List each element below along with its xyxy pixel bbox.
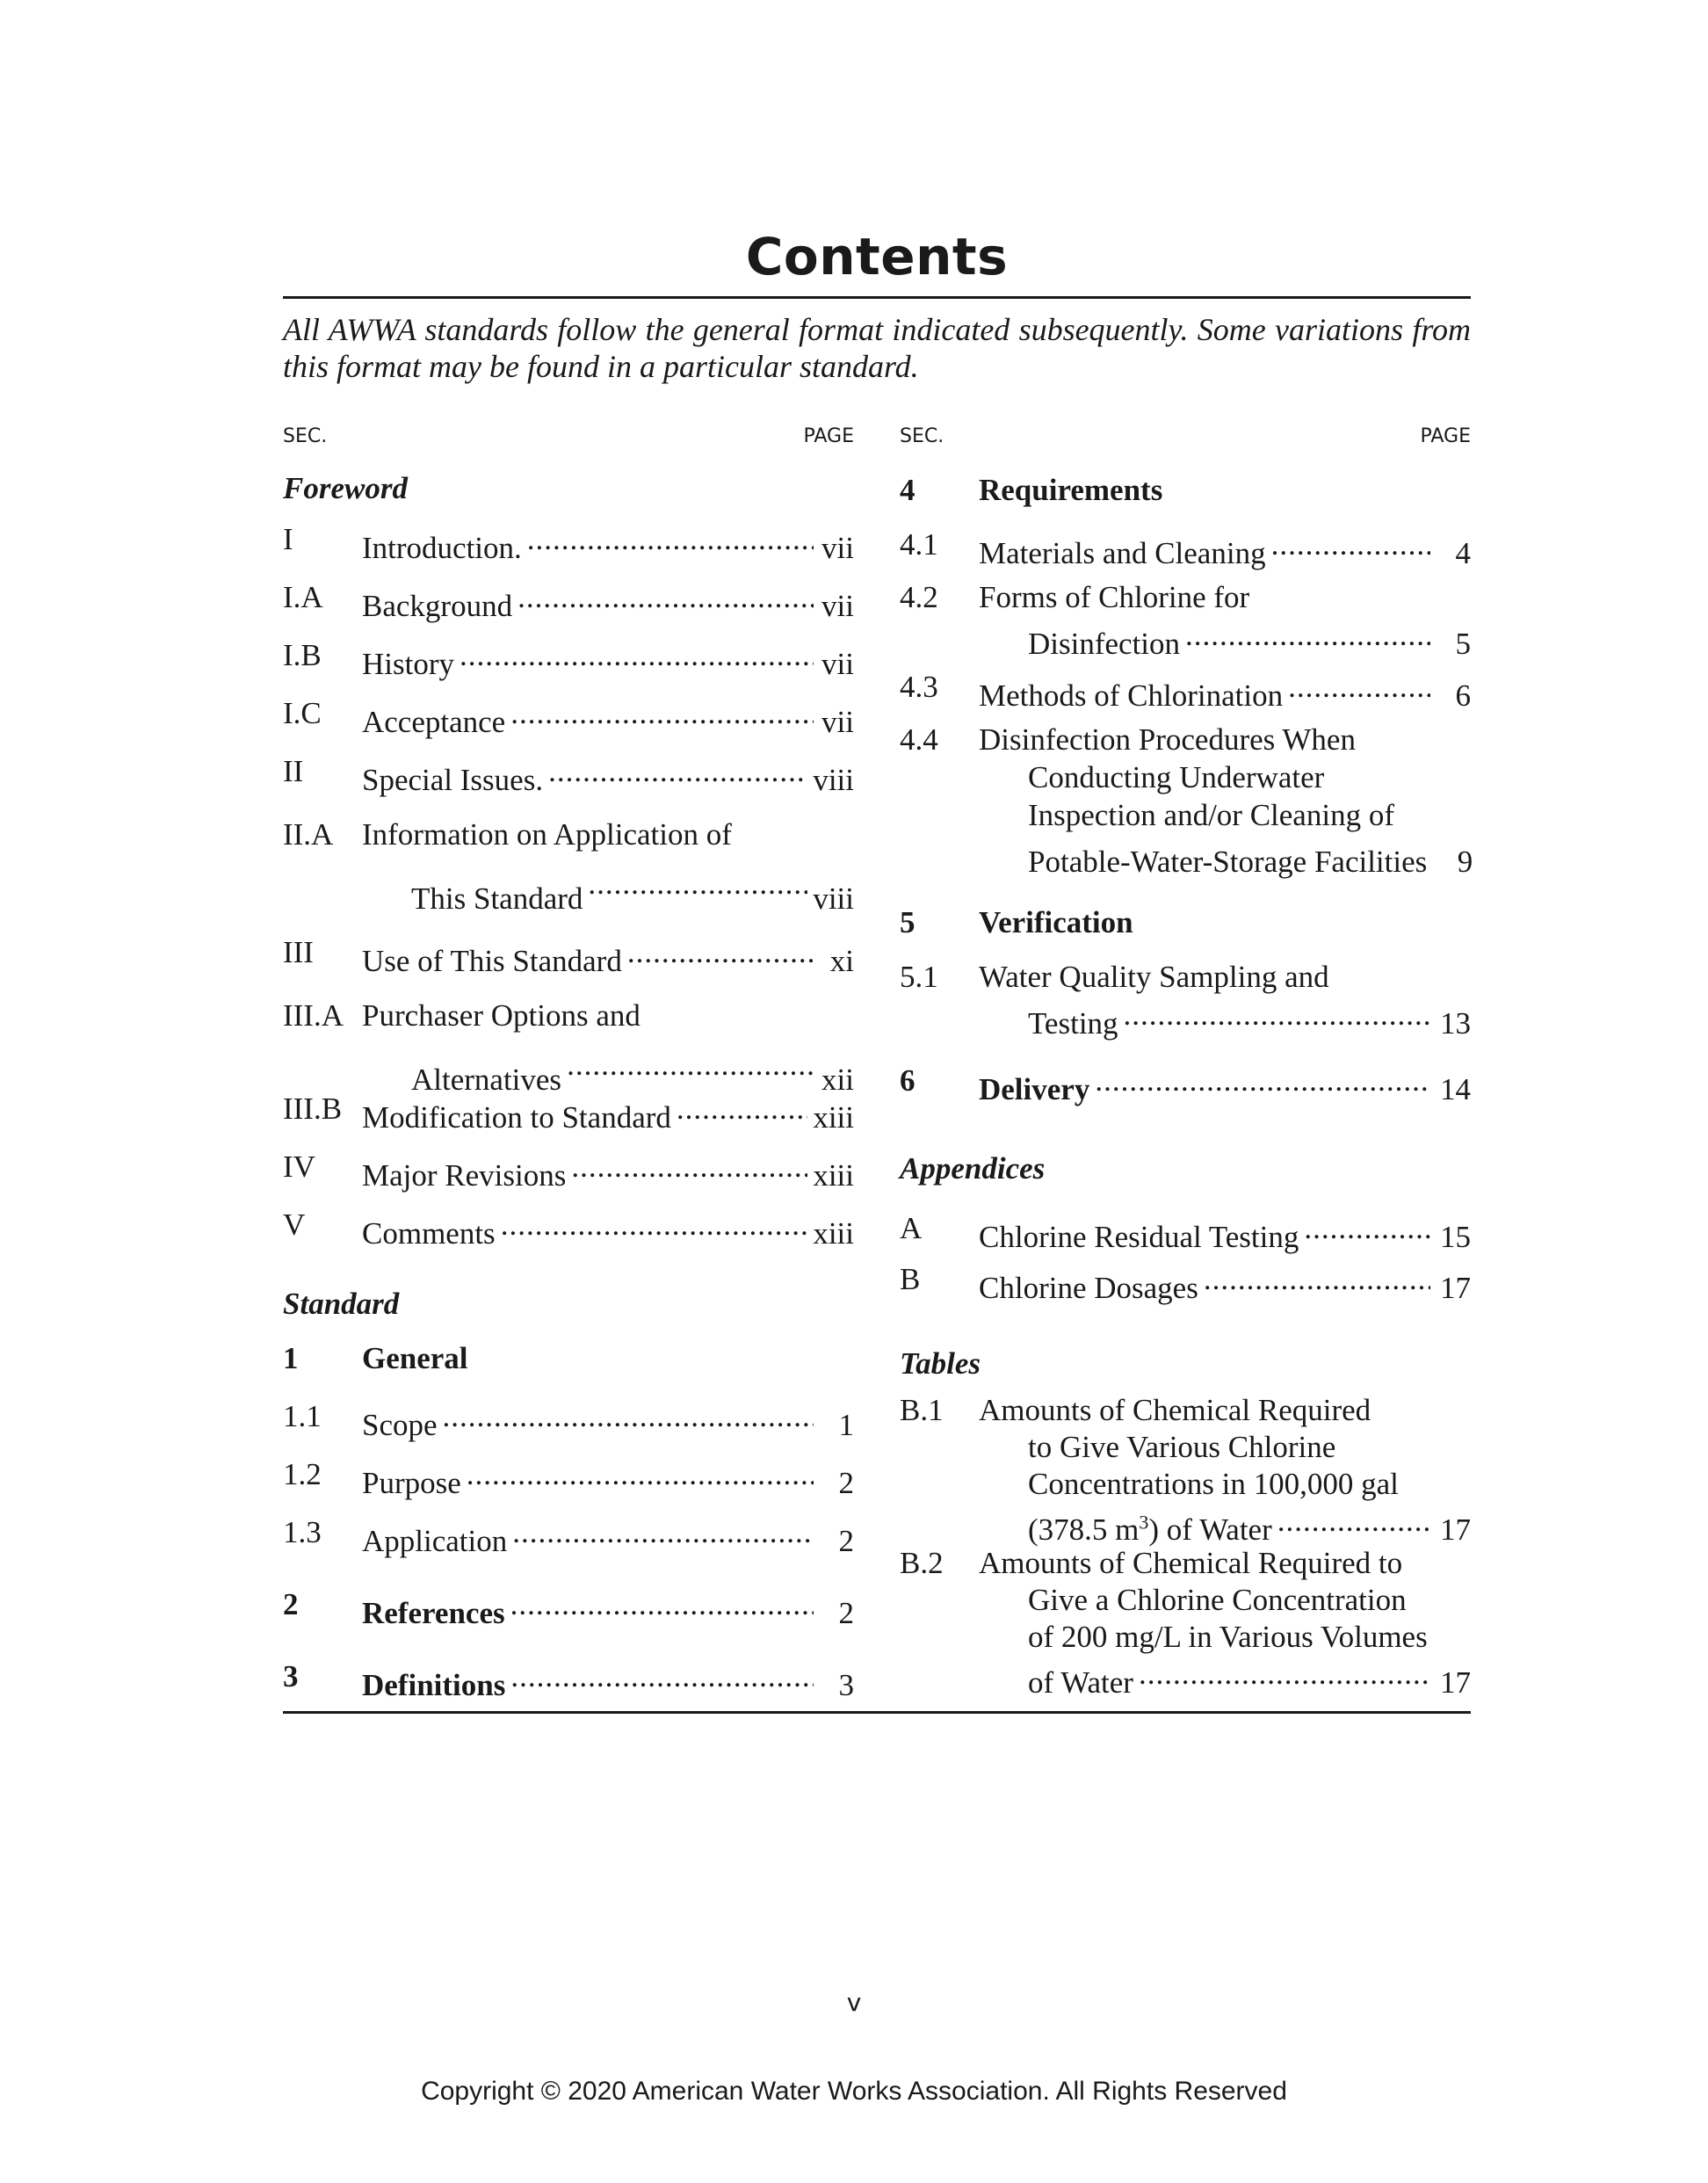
toc-title: General	[362, 1341, 468, 1375]
toc-group-heading: Foreword	[283, 471, 408, 505]
toc-title: Acceptance	[362, 705, 506, 739]
toc-section-number: 1.2	[283, 1457, 322, 1491]
toc-page-number: vii	[821, 647, 854, 681]
toc-title: Definitions	[362, 1668, 506, 1702]
toc-title: Background	[362, 589, 513, 623]
toc-section-number: 4	[900, 473, 916, 507]
page-header: PAGE	[1420, 425, 1471, 447]
toc-title: Disinfection	[1028, 627, 1181, 661]
toc-page-number: 2	[838, 1596, 854, 1630]
leader-dots	[467, 1455, 814, 1493]
leader-dots	[588, 859, 807, 909]
toc-page-number: 5	[1455, 627, 1471, 661]
bottom-rule	[283, 1711, 1471, 1714]
toc-title: Information on Application of	[362, 817, 732, 852]
toc-page-number: 17	[1440, 1512, 1471, 1547]
toc-section-number: B.2	[900, 1546, 944, 1580]
leader-dots	[1095, 1062, 1430, 1099]
toc-section-number: I.C	[283, 696, 322, 730]
page-header: PAGE	[803, 425, 854, 447]
toc-page-number: vii	[821, 531, 854, 565]
toc-page-number: 9	[1457, 845, 1473, 879]
toc-title: Conducting Underwater	[1028, 760, 1325, 794]
toc-title: This Standard	[411, 881, 583, 916]
toc-section-number: II	[283, 754, 304, 788]
toc-page-number: 15	[1440, 1220, 1471, 1254]
toc-title: Concentrations in 100,000 gal	[1028, 1467, 1399, 1501]
toc-title: Materials and Cleaning	[979, 536, 1266, 570]
toc-title: of 200 mg/L in Various Volumes	[1028, 1620, 1428, 1654]
toc-title: Amounts of Chemical Required	[979, 1393, 1371, 1427]
toc-title: Disinfection Procedures When	[979, 722, 1356, 757]
toc-title: Purchaser Options and	[362, 998, 640, 1033]
toc-section-number: III.A	[283, 998, 344, 1033]
intro-text: All AWWA standards follow the general format indicated subsequently. Some variations from this format may be found in a particular standard.	[283, 312, 1471, 384]
toc-page-number: 14	[1440, 1072, 1471, 1106]
toc-title: Purpose	[362, 1466, 461, 1500]
leader-dots	[501, 1206, 808, 1244]
toc-section-number: IV	[283, 1150, 315, 1184]
leader-dots	[460, 636, 814, 674]
toc-title: Chlorine Residual Testing	[979, 1220, 1299, 1254]
toc-section-number: 6	[900, 1063, 916, 1098]
toc-page-number: 2	[838, 1524, 854, 1558]
toc-title: Comments	[362, 1216, 496, 1251]
leader-dots	[677, 1090, 807, 1128]
leader-dots	[1139, 1656, 1430, 1693]
toc-title: Introduction.	[362, 531, 522, 565]
toc-title: References	[362, 1596, 505, 1630]
sec-header: SEC.	[283, 425, 328, 447]
toc-section-number: 4.4	[900, 722, 938, 757]
toc-title: Use of This Standard	[362, 944, 622, 978]
leader-dots	[571, 1148, 807, 1186]
toc-section-number: 4.2	[900, 580, 938, 614]
toc-section-number: 5	[900, 905, 916, 939]
page-number: v	[846, 1988, 862, 2017]
leader-dots	[1277, 1503, 1430, 1540]
toc-page-number: viii	[813, 763, 854, 797]
toc-page-number: vii	[821, 705, 854, 739]
toc-section-number: 2	[283, 1587, 299, 1621]
toc-section-number: 1.3	[283, 1515, 322, 1549]
toc-title: History	[362, 647, 454, 681]
toc-title: Testing	[1028, 1006, 1118, 1041]
top-rule	[283, 296, 1471, 299]
toc-title: Alternatives	[411, 1062, 562, 1097]
leader-dots	[527, 520, 814, 558]
toc-page-number: xi	[829, 944, 854, 978]
toc-section-number: 1	[283, 1341, 299, 1375]
toc-group-heading: Tables	[900, 1346, 981, 1381]
leader-dots	[510, 1585, 814, 1623]
leader-dots	[1185, 616, 1430, 654]
toc-page-number: xiii	[813, 1216, 854, 1251]
toc-title: Application	[362, 1524, 508, 1558]
toc-page-number: 6	[1455, 678, 1471, 713]
toc-title: (378.5 $m^3$) of Water	[1028, 1511, 1272, 1547]
toc-page-number: 17	[1440, 1271, 1471, 1305]
toc-section-number: 3	[283, 1659, 299, 1693]
toc-section-number: V	[283, 1208, 306, 1242]
leader-dots	[510, 694, 814, 732]
toc-page-number: 4	[1455, 536, 1471, 570]
toc-section-number: II.A	[283, 817, 334, 852]
page-title: Contents	[745, 227, 1009, 286]
leader-dots	[512, 1513, 814, 1551]
toc-section-number: I	[283, 522, 293, 556]
toc-title: Water Quality Sampling and	[979, 960, 1329, 994]
leader-dots	[567, 1041, 814, 1090]
leader-dots	[1304, 1209, 1430, 1247]
toc-title: Verification	[979, 905, 1133, 939]
toc-title: of Water	[1028, 1665, 1133, 1700]
leader-dots	[548, 752, 807, 790]
toc-section-number: I.B	[283, 638, 322, 672]
toc-section-number: B.1	[900, 1393, 944, 1427]
toc-title: Inspection and/or Cleaning of	[1028, 798, 1394, 832]
toc-title: Special Issues.	[362, 763, 544, 797]
toc-page-number: xiii	[813, 1100, 854, 1135]
leader-dots	[627, 933, 814, 971]
toc-section-number: 1.1	[283, 1399, 322, 1433]
toc-section-number: 4.1	[900, 527, 938, 562]
copyright-notice: Copyright © 2020 American Water Works Association. All Rights Reserved	[421, 2077, 1287, 2106]
leader-dots	[517, 578, 814, 616]
left-column-header	[283, 425, 854, 447]
toc-section-number: A	[900, 1211, 923, 1245]
leader-dots	[1271, 526, 1430, 563]
leader-dots	[1204, 1260, 1430, 1298]
toc-title: Modification to Standard	[362, 1100, 671, 1135]
toc-title: Amounts of Chemical Required to	[979, 1546, 1403, 1580]
toc-section-number: 5.1	[900, 960, 938, 994]
toc-page-number: 2	[838, 1466, 854, 1500]
toc-page-number: viii	[813, 881, 854, 916]
toc-title: Scope	[362, 1408, 438, 1442]
toc-title: Give a Chlorine Concentration	[1028, 1583, 1407, 1617]
toc-title: Methods of Chlorination	[979, 678, 1284, 713]
toc-section-number: B	[900, 1262, 921, 1296]
toc-section-number: I.A	[283, 580, 323, 614]
toc-group-heading: Appendices	[900, 1151, 1046, 1186]
leader-dots	[443, 1397, 814, 1435]
leader-dots	[1124, 996, 1430, 1033]
toc-title: Forms of Chlorine for	[979, 580, 1250, 614]
sec-header: SEC.	[900, 425, 944, 447]
toc-page-number: xii	[821, 1062, 854, 1097]
toc-title: Delivery	[979, 1072, 1090, 1106]
toc-section-number: III.B	[283, 1092, 343, 1126]
toc-page-number: xiii	[813, 1158, 854, 1193]
toc-page-number: 13	[1440, 1006, 1471, 1041]
toc-section-number: 4.3	[900, 670, 938, 704]
toc-title: to Give Various Chlorine	[1028, 1430, 1336, 1464]
toc-page-number: 1	[838, 1408, 854, 1442]
toc-page-number: 17	[1440, 1665, 1471, 1700]
toc-group-heading: Standard	[283, 1287, 400, 1321]
leader-dots	[510, 1657, 814, 1695]
toc-title: Potable-Water-Storage Facilities	[1028, 845, 1428, 879]
toc-title: Major Revisions	[362, 1158, 567, 1193]
right-column-header	[900, 425, 1471, 447]
toc-title: Chlorine Dosages	[979, 1271, 1198, 1305]
toc-title: Requirements	[979, 473, 1163, 507]
toc-section-number: III	[283, 935, 314, 969]
leader-dots	[1288, 668, 1430, 706]
toc-page-number: 3	[838, 1668, 854, 1702]
toc-page-number: vii	[821, 589, 854, 623]
